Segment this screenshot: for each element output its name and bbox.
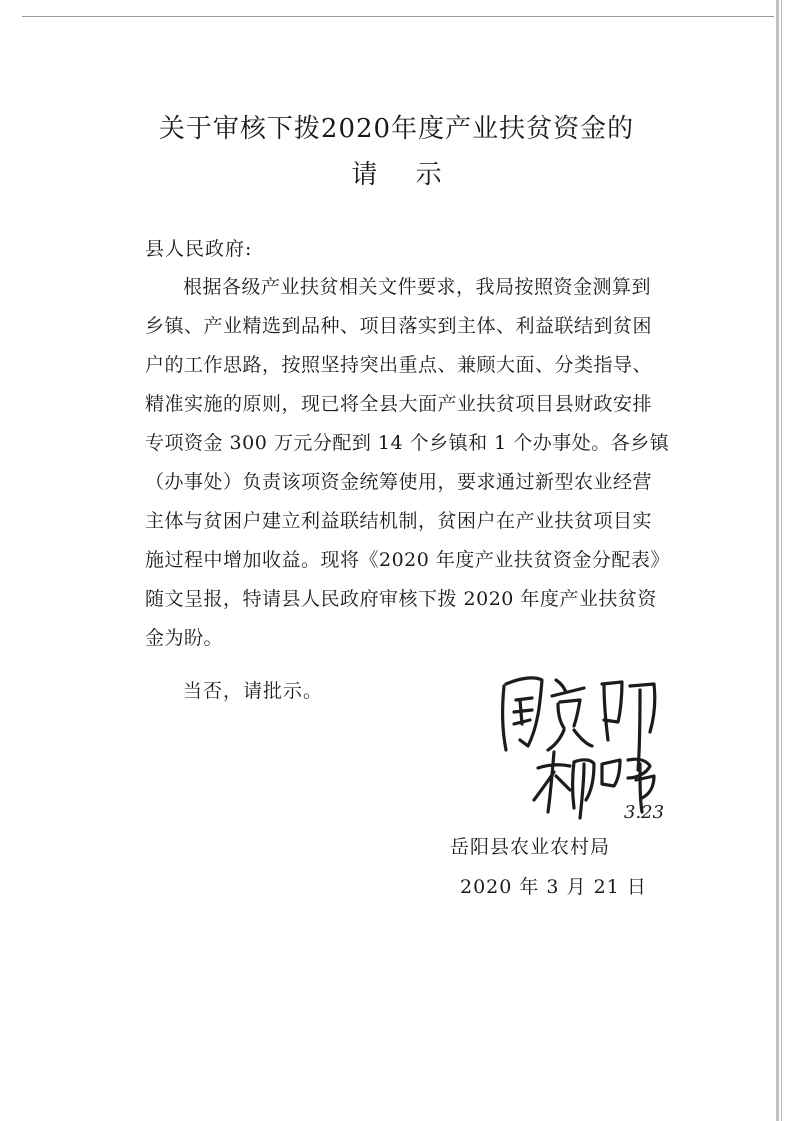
document-title: 关于审核下拨2020年度产业扶贫资金的 <box>158 114 635 144</box>
body-paragraph <box>145 268 685 658</box>
body-line: 根据各级产业扶贫相关文件要求，我局按照资金测算到 <box>183 276 652 298</box>
body-line: 随文呈报，特请县人民政府审核下拨 2020 年度产业扶贫资 <box>145 588 657 610</box>
body-line: 专项资金 300 万元分配到 14 个乡镇和 1 个办事处。各乡镇 <box>145 432 670 454</box>
body-line: （办事处）负责该项资金统筹使用，要求通过新型农业经营 <box>145 471 653 493</box>
body-line: 户的工作思路，按照坚持突出重点、兼顾大面、分类指导、 <box>145 354 653 376</box>
body-line: 精准实施的原则，现已将全县大面产业扶贫项目县财政安排 <box>145 393 653 415</box>
title-char-shi: 示 <box>415 160 442 190</box>
handwritten-signature <box>490 660 690 825</box>
title-char-qing: 请 <box>351 160 378 190</box>
body-line: 乡镇、产业精选到品种、项目落实到主体、利益联结到贫困 <box>145 315 653 337</box>
issuing-organization: 岳阳县农业农村局 <box>450 836 611 858</box>
closing-request: 当否，请批示。 <box>183 680 324 702</box>
document-title-subline <box>0 154 793 191</box>
body-line: 金为盼。 <box>145 627 224 649</box>
body-line: 施过程中增加收益。现将《2020 年度产业扶贫资金分配表》 <box>145 549 670 571</box>
signature-date: 3.23 <box>624 802 665 823</box>
salutation: 县人民政府: <box>145 238 253 260</box>
body-line: 主体与贫困户建立利益联结机制，贫困户在产业扶贫项目实 <box>145 510 653 532</box>
issue-date: 2020 年 3 月 21 日 <box>460 876 647 898</box>
scan-edge-top <box>22 16 774 17</box>
